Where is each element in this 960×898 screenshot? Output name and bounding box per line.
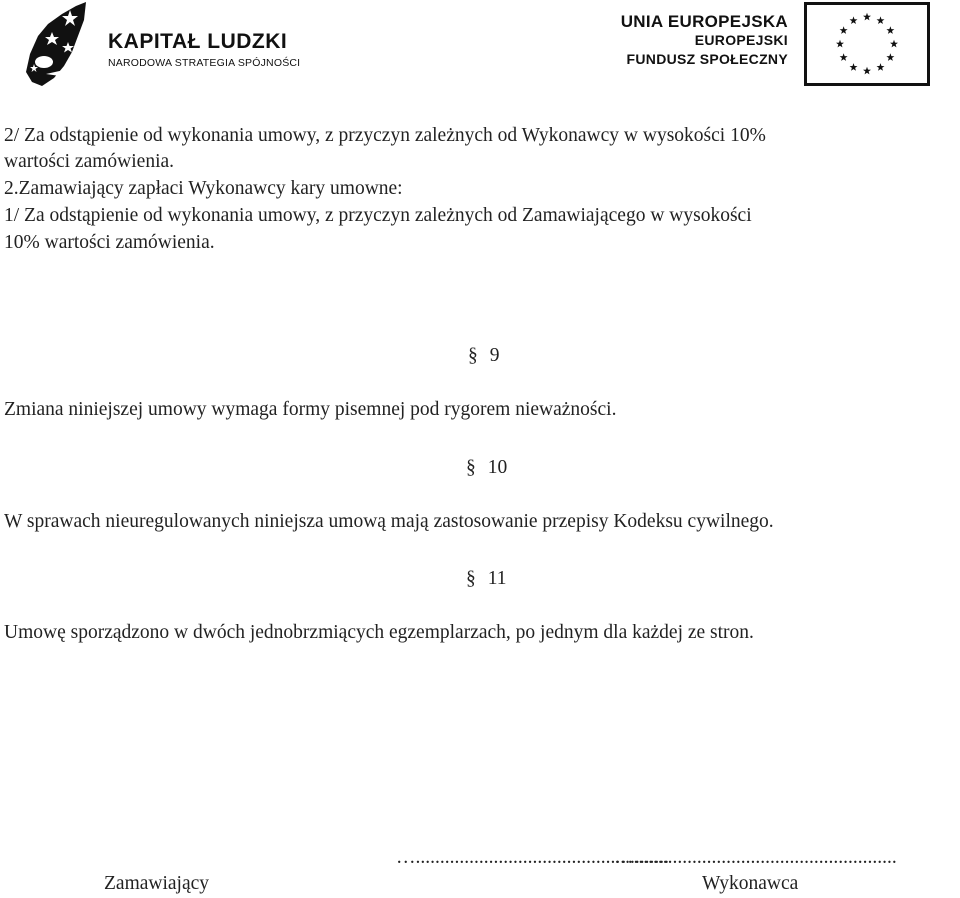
section-heading-9: [468, 344, 500, 368]
signature-label-contractor: Wykonawca: [702, 873, 799, 894]
paragraph-amendment-form: Zmiana niniejszej umowy wymaga formy pisemnej pod rygorem nieważności.: [4, 399, 617, 420]
kapital-ludzki-subtitle: NARODOWA STRATEGIA SPÓJNOŚCI: [108, 57, 301, 69]
signature-label-employer: Zamawiający: [104, 873, 210, 894]
paragraph-civil-code: W sprawach nieuregulowanych niniejsza umową mają zastosowanie przepisy Kodeksu cywilnego.: [4, 511, 774, 532]
section-sign: §: [466, 568, 476, 589]
paragraph-penalty-employer: 1/ Za odstąpienie od wykonania umowy, z przyczyn zależnych od Zamawiającego w wysokości: [4, 205, 752, 226]
paragraph-penalty-contractor: 2/ Za odstąpienie od wykonania umowy, z przyczyn zależnych od Wykonawcy w wysokości 10%: [4, 125, 766, 146]
section-sign: §: [466, 457, 476, 478]
paragraph-penalty-contractor-cont: wartości zamówienia.: [4, 151, 175, 172]
eu-logo-line-3: FUNDUSZ SPOŁECZNY: [626, 51, 788, 67]
eu-logo: [600, 2, 930, 90]
section-sign: §: [468, 345, 478, 366]
kapital-ludzki-emblem-icon: [24, 2, 104, 90]
paragraph-copies: Umowę sporządzono w dwóch jednobrzmiących egzemplarzach, po jednym dla każdej ze stron.: [4, 622, 754, 643]
paragraph-penalty-employer-cont: 10% wartości zamówienia.: [4, 232, 215, 253]
eu-logo-line-2: EUROPEJSKI: [694, 32, 788, 48]
eu-logo-line-1: UNIA EUROPEJSKA: [620, 12, 788, 31]
section-number: 9: [489, 345, 500, 366]
paragraph-employer-penalties-heading: 2.Zamawiający zapłaci Wykonawcy kary umowne:: [4, 178, 403, 199]
eu-flag-icon: [804, 2, 930, 86]
kapital-ludzki-logo: [24, 2, 314, 90]
section-heading-11: [466, 567, 507, 591]
section-heading-10: [466, 456, 507, 480]
signature-line-employer: …....................................................: [396, 847, 669, 868]
eu-logo-text: [621, 12, 788, 69]
section-number: 11: [487, 568, 507, 589]
section-number: 10: [487, 457, 508, 478]
signature-line-contractor: …......................................................: [614, 847, 897, 868]
kapital-ludzki-title: KAPITAŁ LUDZKI: [108, 30, 288, 53]
